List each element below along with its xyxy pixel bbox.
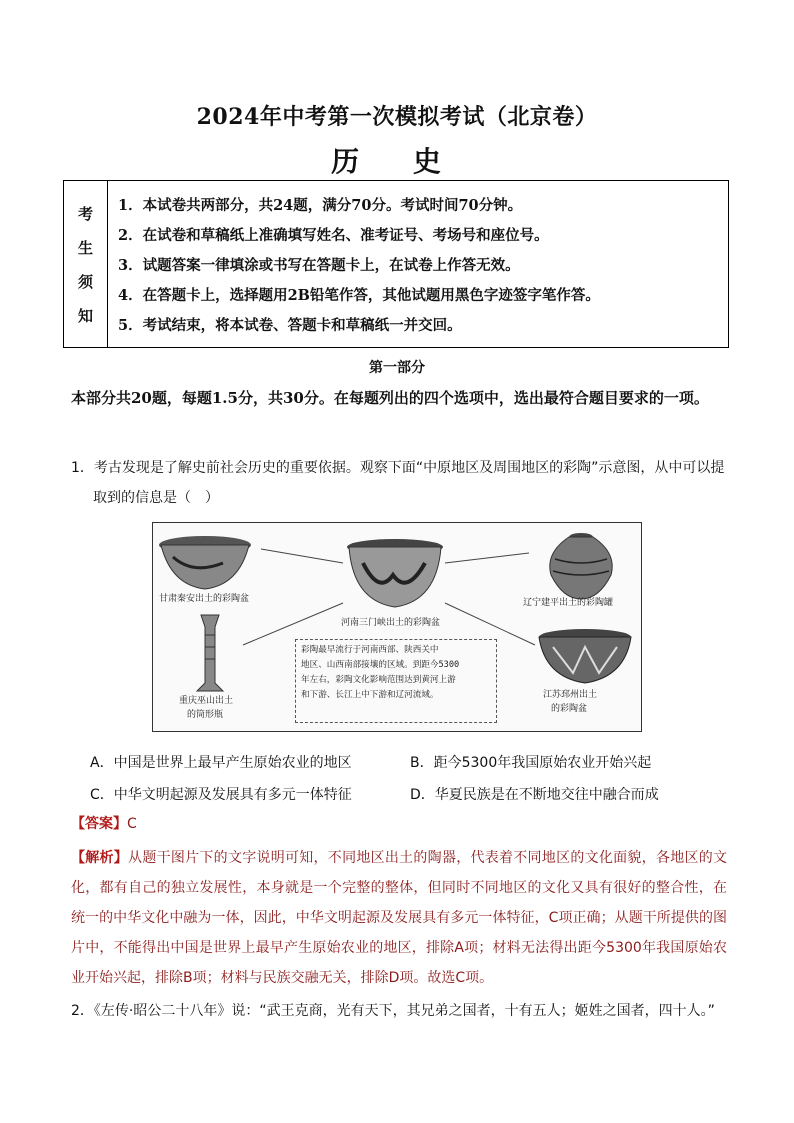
notice-item: 1．本试卷共两部分，共24题，满分70分。考试时间70分钟。 <box>118 196 523 214</box>
arrow-to-liaoning <box>445 553 529 563</box>
caption-gansu: 甘肃秦安出土的彩陶盆 <box>159 594 250 604</box>
analysis-block <box>71 843 727 993</box>
caption-chongqing-2: 的筒形瓶 <box>187 710 224 720</box>
caption-jiangsu-2: 的彩陶盆 <box>551 704 588 714</box>
caption-jiangsu-1: 江苏邳州出土 <box>543 690 598 700</box>
figure-note-line: 彩陶最早流行于河南西部、陕西关中 <box>301 645 439 655</box>
option-a: A．中国是世界上最早产生原始农业的地区 <box>90 755 352 771</box>
notice-label <box>64 181 108 347</box>
figure-note-line: 和下游、长江上中下游和辽河流域。 <box>301 690 439 700</box>
answer-value: C <box>127 816 137 832</box>
option-b: B．距今5300年我国原始农业开始兴起 <box>410 755 652 771</box>
caption-liaoning: 辽宁建平出土的彩陶罐 <box>523 598 614 608</box>
caption-henan: 河南三门峡出土的彩陶盆 <box>341 618 441 628</box>
caption-chongqing-1: 重庆巫山出土 <box>179 696 234 706</box>
part-intro: 本部分共20题，每题1.5分，共30分。在每题列出的四个选项中，选出最符合题目要求的一项。 <box>71 389 709 407</box>
figure-note <box>295 639 497 723</box>
notice-label-char: 考 <box>77 204 93 223</box>
exam-title: 2024年中考第一次模拟考试（北京卷） <box>196 104 598 130</box>
question-1-line: 1．考古发现是了解史前社会历史的重要依据。观察下面“中原地区及周围地区的彩陶”示意图，从中可以提 <box>71 460 725 476</box>
figure-note-line: 地区、山西南部接壤的区域。到距今5300 <box>301 660 460 670</box>
notice-label-char: 须 <box>77 272 93 291</box>
pottery-figure <box>152 522 642 732</box>
question-2-stem: 2．《左传·昭公二十八年》说：“武王克商，光有天下，其兄弟之国者，十有五人；姬姓之国者，四十人。” <box>71 1003 715 1019</box>
vase-chongqing-icon <box>197 615 223 691</box>
notice-item: 2．在试卷和草稿纸上准确填写姓名、准考证号、考场号和座位号。 <box>118 226 549 244</box>
notice-item: 3．试题答案一律填涂或书写在答题卡上，在试卷上作答无效。 <box>118 256 520 274</box>
question-1-options <box>90 746 730 810</box>
jar-liaoning-icon <box>550 533 612 599</box>
part-title: 第一部分 <box>369 360 425 376</box>
subject-title: 历 史 <box>331 145 463 178</box>
notice-label-char: 生 <box>77 238 93 257</box>
figure-note-line: 年左右，彩陶文化影响范围达到黄河上游 <box>301 675 456 685</box>
notice-item: 5．考试结束，将本试卷、答题卡和草稿纸一并交回。 <box>118 316 462 334</box>
answer-label: 【答案】 <box>71 816 127 832</box>
option-c: C．中华文明起源及发展具有多元一体特征 <box>90 787 352 803</box>
notice-items <box>108 181 728 347</box>
bowl-jiangsu-icon <box>539 629 631 683</box>
analysis-text: 从题干图片下的文字说明可知，不同地区出土的陶器，代表着不同地区的文化面貌，各地区的文化，都有自己的独立发展性，本身就是一个完整的整体，但同时不同地区的文化又具有很好的整合性，在统一的中华文化中融为一体，因此，中华文明起源及发展具有多元一体特征，C项正确；从题干所提供的图片中，不能得出中国是世界上最早产生原始农业的地区，排除A项；材料无法得出距今5300年我国原始农业开始兴起，排除B项；材料与民族交融无关，排除D项。故选C项。 <box>71 850 728 986</box>
bowl-henan-icon <box>347 539 443 607</box>
notice-box <box>63 180 729 348</box>
answer-line <box>71 813 137 833</box>
bowl-gansu-icon <box>159 536 251 589</box>
notice-item: 4．在答题卡上，选择题用2B铅笔作答，其他试题用黑色字迹签字笔作答。 <box>118 286 600 304</box>
analysis-label: 【解析】 <box>71 850 129 866</box>
option-d: D．华夏民族是在不断地交往中融合而成 <box>410 787 659 803</box>
notice-label-char: 知 <box>77 306 93 325</box>
question-1-line: 取到的信息是（ ） <box>93 490 219 506</box>
question-1-stem <box>71 453 727 513</box>
arrow-to-gansu <box>261 549 343 563</box>
